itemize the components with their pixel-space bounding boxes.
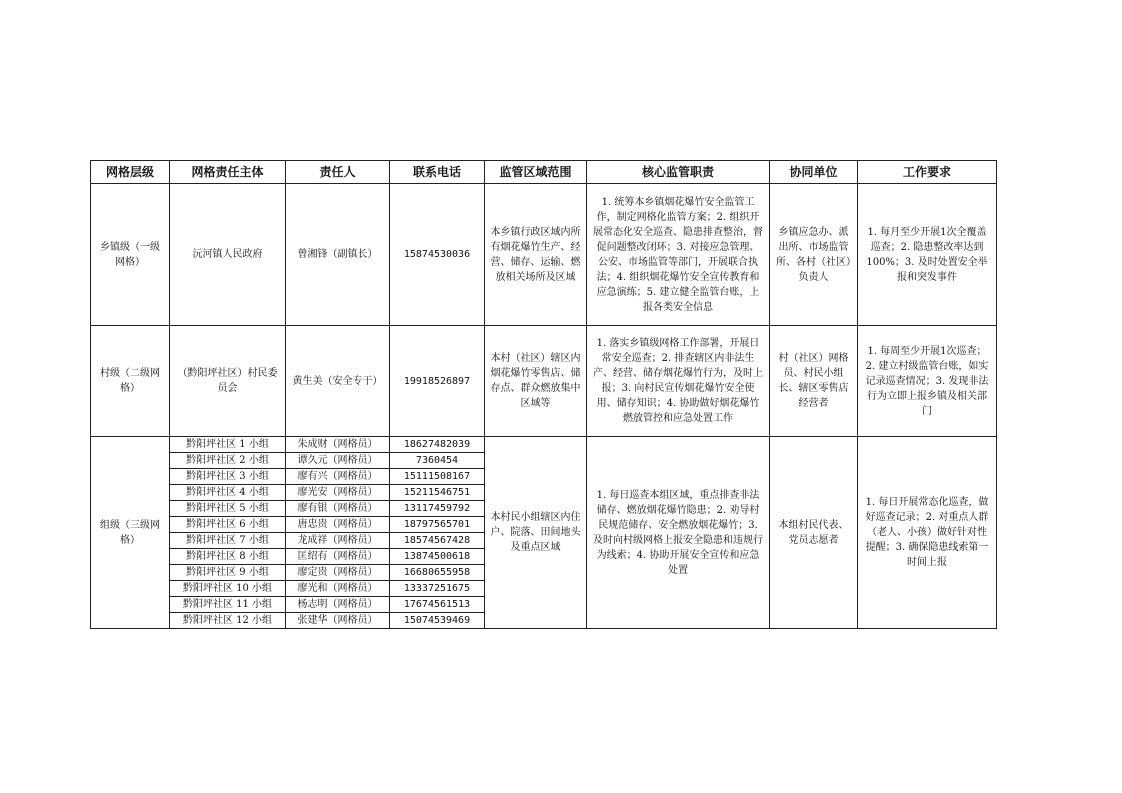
cell-phone: 18627482039	[390, 437, 485, 453]
header-level: 网格层级	[91, 161, 170, 184]
header-subject: 网格责任主体	[170, 161, 286, 184]
cell-level: 组级（三级网格）	[91, 437, 170, 629]
cell-subject: 黔阳坪社区 4 小组	[170, 485, 286, 501]
cell-person: 杨志明（网格员）	[286, 597, 390, 613]
cell-person: 曾湘锋（副镇长）	[286, 184, 390, 326]
cell-partners: 乡镇应急办、派出所、市场监管所、各村（社区）负责人	[770, 184, 858, 326]
table-row	[91, 437, 997, 453]
cell-person: 廖定贵（网格员）	[286, 565, 390, 581]
cell-person: 廖光和（网格员）	[286, 581, 390, 597]
cell-requirements: 1. 每日开展常态化巡查，做好巡查记录；2. 对重点人群（老人、小孩）做好针对性提醒；3. 确保隐患线索第一时间上报	[858, 437, 997, 629]
table-header-row	[91, 161, 997, 184]
cell-phone: 15874530036	[390, 184, 485, 326]
header-person: 责任人	[286, 161, 390, 184]
header-partners: 协同单位	[770, 161, 858, 184]
cell-phone: 13117459792	[390, 501, 485, 517]
cell-phone: 15111508167	[390, 469, 485, 485]
cell-person: 唐忠贵（网格员）	[286, 517, 390, 533]
cell-subject: 黔阳坪社区 12 小组	[170, 613, 286, 629]
table-row	[91, 326, 997, 437]
cell-subject: 黔阳坪社区 6 小组	[170, 517, 286, 533]
cell-area: 本村民小组辖区内住户、院落、田间地头及重点区域	[485, 437, 587, 629]
cell-phone: 18574567428	[390, 533, 485, 549]
cell-partners: 本组村民代表、党员志愿者	[770, 437, 858, 629]
cell-phone: 17674561513	[390, 597, 485, 613]
cell-phone: 13337251675	[390, 581, 485, 597]
cell-phone: 19918526897	[390, 326, 485, 437]
cell-area: 本乡镇行政区域内所有烟花爆竹生产、经营、储存、运输、燃放相关场所及区域	[485, 184, 587, 326]
cell-partners: 村（社区）网格员、村民小组长、辖区零售店经营者	[770, 326, 858, 437]
cell-subject: （黔阳坪社区）村民委员会	[170, 326, 286, 437]
cell-subject: 沅河镇人民政府	[170, 184, 286, 326]
cell-subject: 黔阳坪社区 8 小组	[170, 549, 286, 565]
cell-phone: 18797565701	[390, 517, 485, 533]
cell-subject: 黔阳坪社区 3 小组	[170, 469, 286, 485]
cell-person: 廖光安（网格员）	[286, 485, 390, 501]
cell-subject: 黔阳坪社区 1 小组	[170, 437, 286, 453]
cell-person: 朱成财（网格员）	[286, 437, 390, 453]
cell-subject: 黔阳坪社区 10 小组	[170, 581, 286, 597]
cell-person: 黄生美（安全专干）	[286, 326, 390, 437]
grid-responsibility-table	[90, 160, 997, 629]
cell-phone: 7360454	[390, 453, 485, 469]
cell-level: 乡镇级（一级网格）	[91, 184, 170, 326]
cell-person: 龙成祥（网格员）	[286, 533, 390, 549]
cell-duties: 1. 统筹本乡镇烟花爆竹安全监管工作，制定网格化监管方案；2. 组织开展常态化安全巡查、隐患排查整治，督促问题整改闭环；3. 对接应急管理、公安、市场监管等部门，开展联合执法；4. 组织烟花爆竹安全宣传教育和应急演练；5. 建立健全监管台账，上报各类安全信息	[587, 184, 770, 326]
cell-person: 廖有银（网格员）	[286, 501, 390, 517]
header-area: 监管区域范围	[485, 161, 587, 184]
header-requirements: 工作要求	[858, 161, 997, 184]
cell-duties: 1. 每日巡查本组区域，重点排查非法储存、燃放烟花爆竹隐患；2. 劝导村民规范储存、安全燃放烟花爆竹；3. 及时向村级网格上报安全隐患和违规行为线索；4. 协助开展安全宣传和应急处置	[587, 437, 770, 629]
header-phone: 联系电话	[390, 161, 485, 184]
cell-duties: 1. 落实乡镇级网格工作部署，开展日常安全巡查；2. 排查辖区内非法生产、经营、储存烟花爆竹行为，及时上报；3. 向村民宣传烟花爆竹安全使用、储存知识；4. 协助做好烟花爆竹燃放管控和应急处置工作	[587, 326, 770, 437]
cell-phone: 15074539469	[390, 613, 485, 629]
cell-requirements: 1. 每月至少开展1次全覆盖巡查；2. 隐患整改率达到100%；3. 及时处置安全举报和突发事件	[858, 184, 997, 326]
cell-phone: 16680655958	[390, 565, 485, 581]
cell-subject: 黔阳坪社区 9 小组	[170, 565, 286, 581]
cell-person: 张建华（网格员）	[286, 613, 390, 629]
cell-level: 村级（二级网格）	[91, 326, 170, 437]
cell-subject: 黔阳坪社区 2 小组	[170, 453, 286, 469]
cell-subject: 黔阳坪社区 5 小组	[170, 501, 286, 517]
table-row	[91, 184, 997, 326]
cell-requirements: 1. 每周至少开展1次巡查；2. 建立村级监管台账，如实记录巡查情况；3. 发现非法行为立即上报乡镇及相关部门	[858, 326, 997, 437]
cell-area: 本村（社区）辖区内烟花爆竹零售店、储存点、群众燃放集中区域等	[485, 326, 587, 437]
cell-person: 廖有兴（网格员）	[286, 469, 390, 485]
cell-subject: 黔阳坪社区 7 小组	[170, 533, 286, 549]
header-duties: 核心监管职责	[587, 161, 770, 184]
cell-subject: 黔阳坪社区 11 小组	[170, 597, 286, 613]
cell-person: 谭久元（网格员）	[286, 453, 390, 469]
cell-phone: 13874500618	[390, 549, 485, 565]
cell-phone: 15211546751	[390, 485, 485, 501]
cell-person: 匡绍有（网格员）	[286, 549, 390, 565]
